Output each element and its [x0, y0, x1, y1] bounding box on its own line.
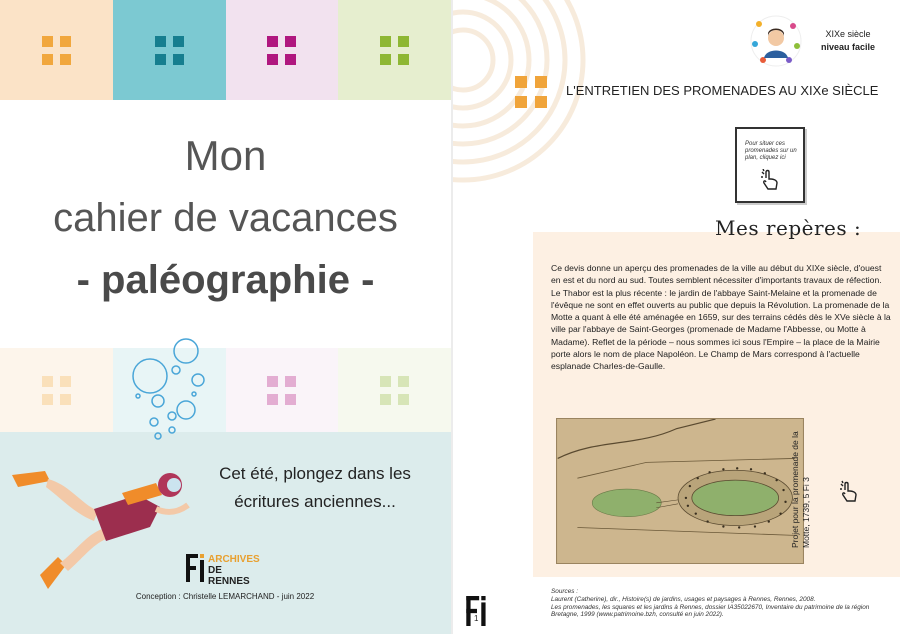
- tile-teal: [113, 0, 226, 100]
- source-item: Laurent (Catherine), dir., Histoire(s) de jardins, usages et paysages à Rennes, Rennes, 2008.: [551, 595, 816, 603]
- archive-plan-image[interactable]: [556, 418, 804, 564]
- section-title: L'ENTRETIEN DES PROMENADES AU XIXe SIÈCLE: [566, 83, 879, 98]
- tile-green: [338, 0, 451, 100]
- cover-tagline: Cet été, plongez dans les écritures anciennes...: [219, 464, 411, 511]
- top-tiles: [0, 0, 451, 100]
- level-label: [803, 28, 893, 54]
- cover-title-line3: - paléographie -: [76, 258, 375, 302]
- square-grid-icon: [42, 376, 71, 405]
- sources: [551, 588, 891, 619]
- level-century: XIXe siècle: [825, 29, 871, 39]
- square-grid-icon: [380, 376, 409, 405]
- tile-pink-faded: [226, 348, 339, 432]
- map-link-text: Pour situer ces promenades sur un plan, cliquez ici: [745, 141, 797, 161]
- diver-illustration: [10, 465, 195, 600]
- fi-logo-icon: [186, 554, 206, 582]
- reperes-text: [551, 262, 891, 373]
- level-difficulty: niveau facile: [820, 42, 876, 52]
- archives-rennes-logo: [186, 552, 276, 586]
- source-item: Les promenades, les squares et les jardins à Rennes, dossier IA35022670, Inventaire du patrimoine de la région Bretagne, 1999 (www.patrimoine.bzh, consulté en juin 2022).: [551, 603, 870, 619]
- cover-title-line1: Mon: [184, 132, 267, 179]
- reperes-heading: Mes repères :: [715, 216, 862, 240]
- plan-caption: Projet pour la promenade de la Motte, 1739, 5 Fi 3: [790, 431, 811, 548]
- paragraph-details: Le Thabor est la plus récente : le jardin de l'abbaye Saint-Melaine et la promenade de l'évêque ne sont en effet ouverts au public que depuis la Révolution. La promenade de la Motte a quant à elle été aménagée en 1659, sur des terrains cédés dès le XVe siècle à la ville par l'abbaye de Saint-Georges (promenade de Madame l'Abbesse, ou Motte à Madame). Reflet de la période – nous sommes ici sous l'Empire – la place de la Mairie porte alors le nom de place Napoléon. Le Champ de Mars correspond à l'actuelle esplanade Charles-de-Gaulle.: [551, 287, 891, 372]
- square-grid-icon: [267, 376, 296, 405]
- logo-line3: RENNES: [208, 576, 250, 587]
- sources-label: Sources :: [551, 588, 578, 595]
- tile-green-faded: [338, 348, 451, 432]
- tile-pink: [226, 0, 339, 100]
- square-grid-icon: [515, 76, 547, 108]
- bubbles-illustration: [128, 336, 208, 446]
- logo-line1: ARCHIVES: [208, 554, 260, 565]
- square-grid-icon: [267, 36, 296, 65]
- faded-tiles: [0, 348, 451, 432]
- content-page: [453, 0, 900, 634]
- paragraph-intro: Ce devis donne un aperçu des promenades de la ville au début du XIXe siècle, d'ouest en est et du nord au sud. Toutes semblent nécessiter d'importants travaux de réfection.: [551, 263, 882, 286]
- logo-text: [208, 554, 260, 587]
- logo-line2: DE: [208, 565, 222, 576]
- hand-pointer-icon[interactable]: [837, 480, 863, 504]
- square-grid-icon: [42, 36, 71, 65]
- conception-credit: Conception : Christelle LEMARCHAND - juin 2022: [135, 592, 315, 601]
- tile-orange-faded: [0, 348, 113, 432]
- square-grid-icon: [380, 36, 409, 65]
- hand-pointer-icon: [759, 169, 783, 191]
- map-link-button[interactable]: [735, 127, 805, 203]
- cover-title-line2: cahier de vacances: [53, 196, 398, 240]
- page-number: 1: [474, 614, 479, 623]
- teacher-avatar-icon: [749, 14, 803, 68]
- square-grid-icon: [155, 36, 184, 65]
- tile-orange: [0, 0, 113, 100]
